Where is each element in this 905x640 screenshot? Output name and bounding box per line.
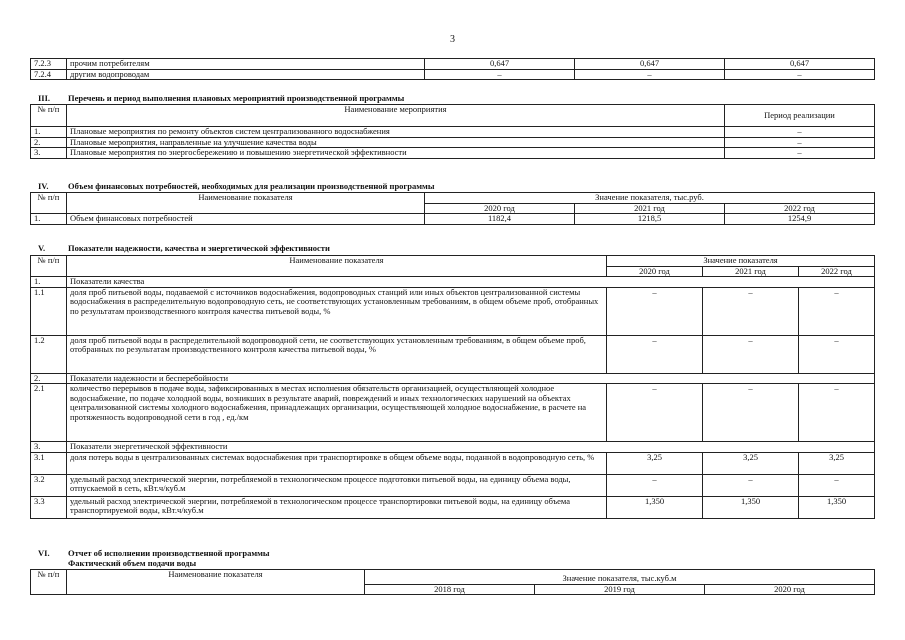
section-3-title <box>38 93 404 103</box>
section-6-subtitle: Фактический объем подачи воды <box>68 558 197 568</box>
value-cell: 1,350 <box>703 496 799 518</box>
value-cell: 3,25 <box>607 452 703 474</box>
table-header-row <box>31 193 875 204</box>
row-name: Объем финансовых потребностей <box>67 214 425 225</box>
header-name: Наименование показателя <box>67 570 365 595</box>
table-row <box>31 69 875 80</box>
table-row <box>31 214 875 225</box>
section-5-table <box>30 255 875 519</box>
header-name: Наименование показателя <box>67 193 425 214</box>
table-row <box>31 384 875 442</box>
table-group-row <box>31 277 875 288</box>
header-year: 2021 год <box>575 203 725 214</box>
row-name: Плановые мероприятия по ремонту объектов систем централизованного водоснабжения <box>67 127 725 138</box>
row-number: 3.3 <box>31 496 67 518</box>
table-group-row <box>31 373 875 384</box>
row-name: доля потерь воды в централизованных системах водоснабжения при транспортировке в общем объеме воды, поданной в водопроводную сеть, % <box>67 452 607 474</box>
header-value: Значение показателя, тыс.руб. <box>425 193 875 204</box>
value-cell: – <box>703 287 799 335</box>
row-number: 1.2 <box>31 335 67 373</box>
header-year: 2020 год <box>425 203 575 214</box>
section-6-table <box>30 569 875 595</box>
row-number: 3. <box>31 148 67 159</box>
section-6-title <box>38 548 270 558</box>
value-cell: – <box>725 69 875 80</box>
period-cell: – <box>725 127 875 138</box>
row-number: 2. <box>31 373 67 384</box>
value-cell: 0,647 <box>575 59 725 70</box>
header-number: № п/п <box>31 256 67 277</box>
section-5-title <box>38 243 330 253</box>
value-cell: 3,25 <box>799 452 875 474</box>
table-group-row <box>31 442 875 453</box>
table-row <box>31 335 875 373</box>
value-cell: – <box>799 384 875 442</box>
top-table <box>30 58 875 80</box>
header-year: 2021 год <box>703 266 799 277</box>
table-header-row <box>31 105 875 127</box>
table-row <box>31 474 875 496</box>
table-row <box>31 137 875 148</box>
group-name: Показатели надежности и бесперебойности <box>67 373 875 384</box>
row-number: 1.1 <box>31 287 67 335</box>
value-cell: – <box>575 69 725 80</box>
value-cell: – <box>607 384 703 442</box>
group-name: Показатели качества <box>67 277 875 288</box>
value-cell: – <box>607 474 703 496</box>
header-year: 2018 год <box>365 584 535 595</box>
row-number: 3.2 <box>31 474 67 496</box>
header-year: 2019 год <box>535 584 705 595</box>
value-cell: 0,647 <box>425 59 575 70</box>
period-cell: – <box>725 137 875 148</box>
value-cell: 0,647 <box>725 59 875 70</box>
header-value: Значение показателя <box>607 256 875 267</box>
table-row <box>31 496 875 518</box>
value-cell: 1218,5 <box>575 214 725 225</box>
table-row <box>31 287 875 335</box>
section-title: Объем финансовых потребностей, необходимых для реализации производственной программы <box>68 181 435 191</box>
header-year: 2022 год <box>799 266 875 277</box>
section-title: Показатели надежности, качества и энергетической эффективности <box>68 243 330 253</box>
row-number: 1. <box>31 214 67 225</box>
section-number: III. <box>38 93 51 103</box>
row-name: удельный расход электрической энергии, потребляемой в технологическом процессе подготовки питьевой воды, на единицу объема воды, отпускаемой в сеть, кВт.ч/куб.м <box>67 474 607 496</box>
header-name: Наименование показателя <box>67 256 607 277</box>
value-cell: – <box>703 335 799 373</box>
value-cell: 3,25 <box>703 452 799 474</box>
row-name: другим водопроводам <box>67 69 425 80</box>
section-number: V. <box>38 243 46 253</box>
section-title: Отчет об исполнении производственной программы <box>68 548 270 558</box>
table-row <box>31 452 875 474</box>
table-row <box>31 127 875 138</box>
row-name: прочим потребителям <box>67 59 425 70</box>
value-cell: – <box>799 335 875 373</box>
value-cell: – <box>799 474 875 496</box>
value-cell: – <box>607 287 703 335</box>
row-number: 3.1 <box>31 452 67 474</box>
group-name: Показатели энергетической эффективности <box>67 442 875 453</box>
section-4-table <box>30 192 875 225</box>
section-number: VI. <box>38 548 50 558</box>
header-year: 2020 год <box>607 266 703 277</box>
row-number: 7.2.3 <box>31 59 67 70</box>
header-number: № п/п <box>31 193 67 214</box>
table-header-row <box>31 570 875 585</box>
value-cell: – <box>425 69 575 80</box>
row-name: доля проб питьевой воды, подаваемой с источников водоснабжения, водопроводных станций или иных объектов централизованной системы водоснабжения в распределительную водопроводную сеть, не соответствующих установленным требованиям, в общем объеме проб, отобранных по результатам производственного контроля качества питьевой воды, % <box>67 287 607 335</box>
row-number: 1. <box>31 277 67 288</box>
header-number: № п/п <box>31 570 67 595</box>
header-value: Значение показателя, тыс.куб.м <box>365 570 875 585</box>
row-number: 3. <box>31 442 67 453</box>
row-name: Плановые мероприятия по энергосбережению и повышению энергетической эффективности <box>67 148 725 159</box>
table-row <box>31 59 875 70</box>
page-number: 3 <box>450 34 455 45</box>
row-number: 7.2.4 <box>31 69 67 80</box>
section-title: Перечень и период выполнения плановых мероприятий производственной программы <box>68 93 405 103</box>
value-cell: 1,350 <box>607 496 703 518</box>
section-4-title <box>38 181 434 191</box>
header-number: № п/п <box>31 105 67 127</box>
row-number: 1. <box>31 127 67 138</box>
header-year: 2022 год <box>725 203 875 214</box>
table-header-row <box>31 256 875 267</box>
row-name: количество перерывов в подаче воды, зафиксированных в местах исполнения обязательств организацией, осуществляющей холодное водоснабжение, по подаче холодной воды, возникших в результате аварий, повреждений и иных технологических нарушений на объектах централизованной системы холодного водоснабжения, принадлежащих организации, осуществляющей холодное водоснабжение, в расчете на протяженность водопроводной сети в год , ед./км <box>67 384 607 442</box>
row-name: Плановые мероприятия, направленные на улучшение качества воды <box>67 137 725 148</box>
value-cell: – <box>703 474 799 496</box>
value-cell: – <box>607 335 703 373</box>
value-cell: – <box>703 384 799 442</box>
header-name: Наименование мероприятия <box>67 105 725 127</box>
section-number: IV. <box>38 181 49 191</box>
value-cell: 1182,4 <box>425 214 575 225</box>
row-number: 2. <box>31 137 67 148</box>
table-row <box>31 148 875 159</box>
value-cell: 1254,9 <box>725 214 875 225</box>
section-3-table <box>30 104 875 159</box>
row-number: 2.1 <box>31 384 67 442</box>
header-period: Период реализации <box>725 105 875 127</box>
value-cell: 1,350 <box>799 496 875 518</box>
value-cell: – <box>799 287 875 335</box>
row-name: доля проб питьевой воды в распределительной водопроводной сети, не соответствующих установленным требованиям, в общем объеме проб, отобранных по результатам производственного контроля качества питьевой воды, % <box>67 335 607 373</box>
header-year: 2020 год <box>705 584 875 595</box>
period-cell: – <box>725 148 875 159</box>
row-name: удельный расход электрической энергии, потребляемой в технологическом процессе транспортировки питьевой воды, на единицу объема транспортируемой воды, кВт.ч/куб.м <box>67 496 607 518</box>
